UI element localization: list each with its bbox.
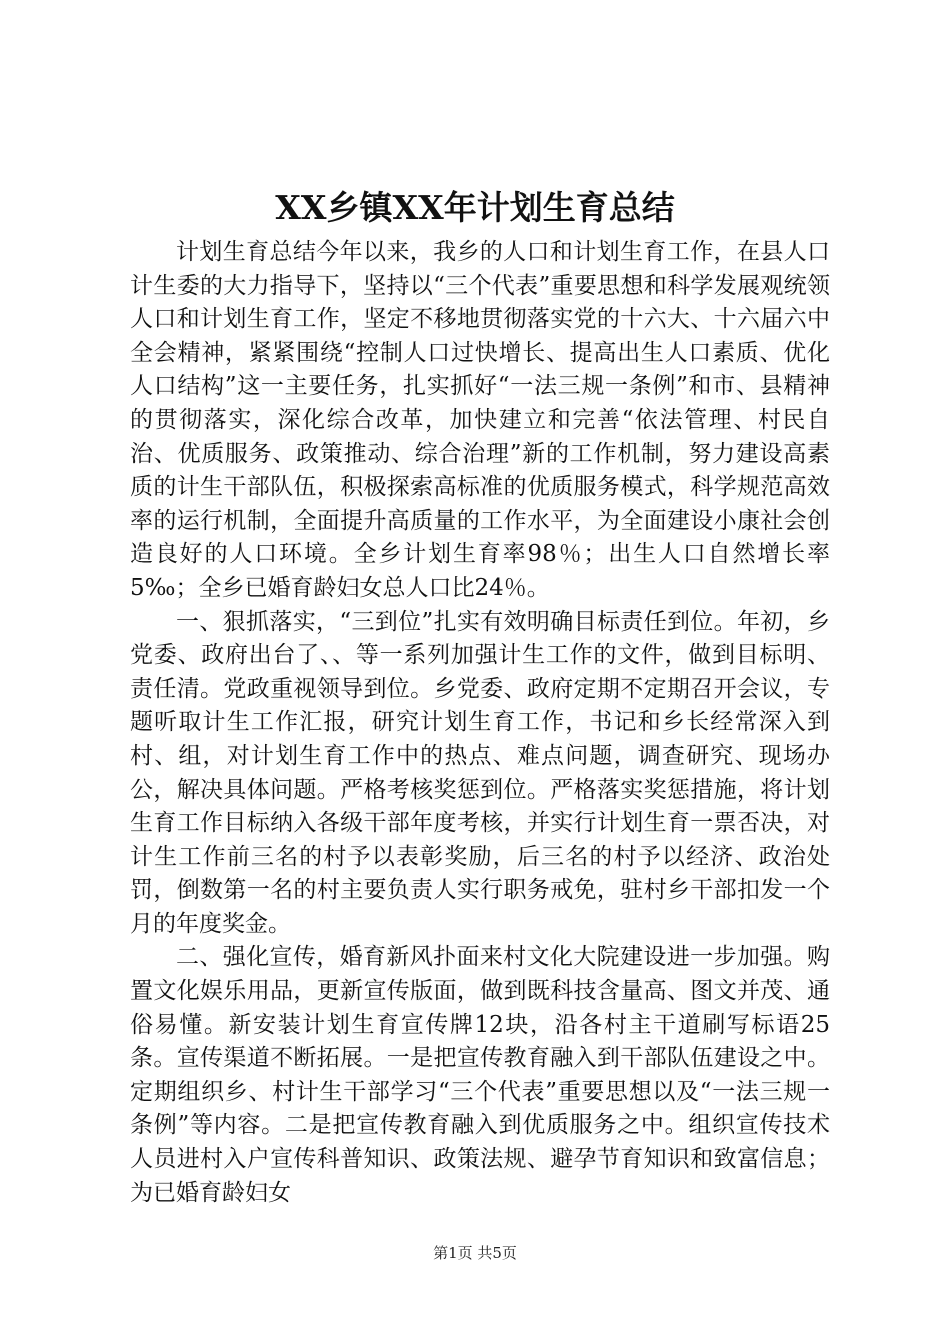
- document-title: XX乡镇XX年计划生育总结: [275, 188, 675, 227]
- paragraph-intro: 计划生育总结今年以来，我乡的人口和计划生育工作，在县人口计生委的大力指导下，坚持以“三个代表”重要思想和科学发展观统领人口和计划生育工作，坚定不移地贯彻落实党的十六大、十六届六中全会精神，紧紧围绕“控制人口过快增长、提高出生人口素质、优化人口结构”这一主要任务，扎实抓好“一法三规一条例”和市、县精神的贯彻落实，深化综合改革，加快建立和完善“依法管理、村民自治、优质服务、政策推动、综合治理”新的工作机制，努力建设高素质的计生干部队伍，积极探索高标准的优质服务模式，科学规范高效率的运行机制，全面提升高质量的工作水平，为全面建设小康社会创造良好的人口环境。全乡计划生育率98％；出生人口自然增长率5‰；全乡已婚育龄妇女总人口比24％。: [130, 239, 830, 601]
- paragraph-section-one: 一、狠抓落实，“三到位”扎实有效明确目标责任到位。年初，乡党委、政府出台了、、等一系列加强计生工作的文件，做到目标明、责任清。党政重视领导到位。乡党委、政府定期不定期召开会议，专题听取计生工作汇报，研究计划生育工作，书记和乡长经常深入到村、组，对计划生育工作中的热点、难点问题，调查研究、现场办公，解决具体问题。严格考核奖惩到位。严格落实奖惩措施，将计划生育工作目标纳入各级干部年度考核，并实行计划生育一票否决，对计生工作前三名的村予以表彰奖励，后三名的村予以经济、政治处罚，倒数第一名的村主要负责人实行职务戒免，驻村乡干部扣发一个月的年度奖金。: [130, 608, 830, 937]
- page-footer: 第1页 共5页: [433, 1244, 517, 1262]
- paragraph-section-two: 二、强化宣传，婚育新风扑面来村文化大院建设进一步加强。购置文化娱乐用品，更新宣传版面，做到既科技含量高、图文并茂、通俗易懂。新安装计划生育宣传牌12块，沿各村主干道刷写标语25条。宣传渠道不断拓展。一是把宣传教育融入到干部队伍建设之中。定期组织乡、村计生干部学习“三个代表”重要思想以及“一法三规一条例”等内容。二是把宣传教育融入到优质服务之中。组织宣传技术人员进村入户宣传科普知识、政策法规、避孕节育知识和致富信息；为已婚育龄妇女: [130, 944, 830, 1206]
- document-body: [130, 236, 830, 1210]
